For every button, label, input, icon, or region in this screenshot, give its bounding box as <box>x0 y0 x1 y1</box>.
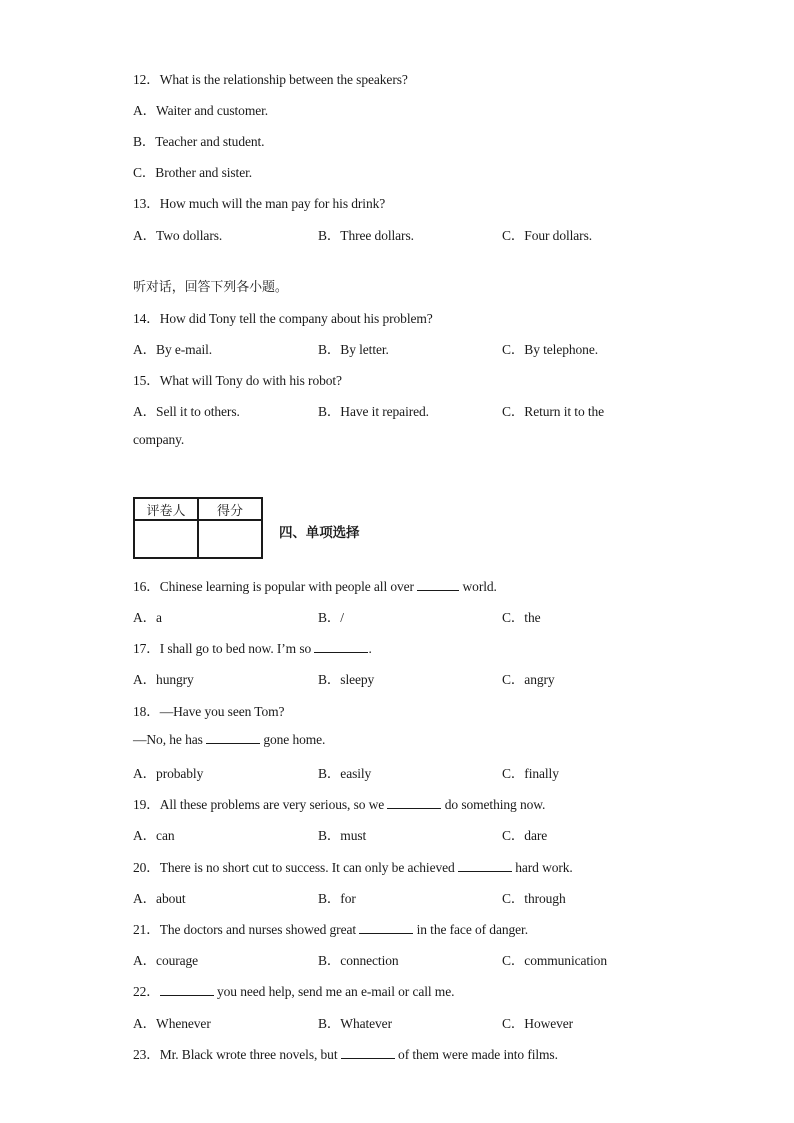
question-13-option-b: B．Three dollars. <box>318 228 414 243</box>
question-14-option-b: B．By letter. <box>318 342 389 357</box>
listening-instruction: 听对话，回答下列各小题。 <box>133 280 288 295</box>
question-17-option-a: A．hungry <box>133 672 194 687</box>
score-table-reviewer-header: 评卷人 <box>134 498 198 520</box>
question-18-response: —No, he has gone home. <box>133 732 326 747</box>
question-15-stem: 15．What will Tony do with his robot? <box>133 373 342 388</box>
score-table <box>133 497 263 559</box>
question-21-option-b: B．connection <box>318 953 399 968</box>
question-12-option-a: A．Waiter and customer. <box>133 103 269 118</box>
answer-blank <box>341 1046 395 1059</box>
question-17-stem: 17．I shall go to bed now. I’m so . <box>133 641 372 656</box>
question-15-option-c-continued: company. <box>133 432 185 447</box>
question-18-option-c: C．finally <box>502 766 559 781</box>
question-20-stem: 20．There is no short cut to success. It can only be achieved hard work. <box>133 860 573 875</box>
question-16-option-c: C．the <box>502 610 541 625</box>
question-22-stem: 22． you need help, send me an e-mail or call me. <box>133 984 455 999</box>
question-19-option-a: A．can <box>133 828 175 843</box>
question-20-option-c: C．through <box>502 891 566 906</box>
question-17-option-b: B．sleepy <box>318 672 375 687</box>
question-16-option-a: A．a <box>133 610 162 625</box>
question-20-option-b: B．for <box>318 891 356 906</box>
question-12-option-b: B．Teacher and student. <box>133 134 265 149</box>
question-12-stem: 12．What is the relationship between the speakers? <box>133 72 408 87</box>
question-23-stem: 23．Mr. Black wrote three novels, but of them were made into films. <box>133 1047 558 1062</box>
score-table-score-header: 得分 <box>198 498 262 520</box>
score-table-score-cell <box>198 520 262 558</box>
answer-blank <box>417 578 459 591</box>
question-21-stem: 21．The doctors and nurses showed great in the face of danger. <box>133 922 528 937</box>
question-13-option-c: C．Four dollars. <box>502 228 593 243</box>
question-18-stem: 18．—Have you seen Tom? <box>133 704 285 719</box>
section-4-title: 四、单项选择 <box>279 525 360 541</box>
question-18-option-b: B．easily <box>318 766 372 781</box>
question-15-option-b: B．Have it repaired. <box>318 404 429 419</box>
question-20-option-a: A．about <box>133 891 186 906</box>
question-21-option-a: A．courage <box>133 953 199 968</box>
question-14-option-c: C．By telephone. <box>502 342 598 357</box>
question-12-option-c: C．Brother and sister. <box>133 165 253 180</box>
question-22-option-c: C．However <box>502 1016 574 1031</box>
question-14-option-a: A．By e-mail. <box>133 342 213 357</box>
question-18-option-a: A．probably <box>133 766 204 781</box>
question-13-stem: 13．How much will the man pay for his drink? <box>133 196 386 211</box>
question-19-stem: 19．All these problems are very serious, so we do something now. <box>133 797 546 812</box>
question-22-option-a: A．Whenever <box>133 1016 211 1031</box>
score-table-reviewer-cell <box>134 520 198 558</box>
answer-blank <box>359 921 413 934</box>
answer-blank <box>458 859 512 872</box>
answer-blank <box>387 796 441 809</box>
question-15-option-a: A．Sell it to others. <box>133 404 240 419</box>
question-15-option-c: C．Return it to the <box>502 404 605 419</box>
question-17-option-c: C．angry <box>502 672 555 687</box>
question-22-option-b: B．Whatever <box>318 1016 392 1031</box>
question-19-option-c: C．dare <box>502 828 548 843</box>
answer-blank <box>206 731 260 744</box>
question-16-stem: 16．Chinese learning is popular with people all over world. <box>133 579 497 594</box>
answer-blank <box>314 640 368 653</box>
question-16-option-b: B．/ <box>318 610 344 625</box>
question-19-option-b: B．must <box>318 828 367 843</box>
question-14-stem: 14．How did Tony tell the company about his problem? <box>133 311 433 326</box>
question-21-option-c: C．communication <box>502 953 607 968</box>
answer-blank <box>160 983 214 996</box>
question-13-option-a: A．Two dollars. <box>133 228 223 243</box>
